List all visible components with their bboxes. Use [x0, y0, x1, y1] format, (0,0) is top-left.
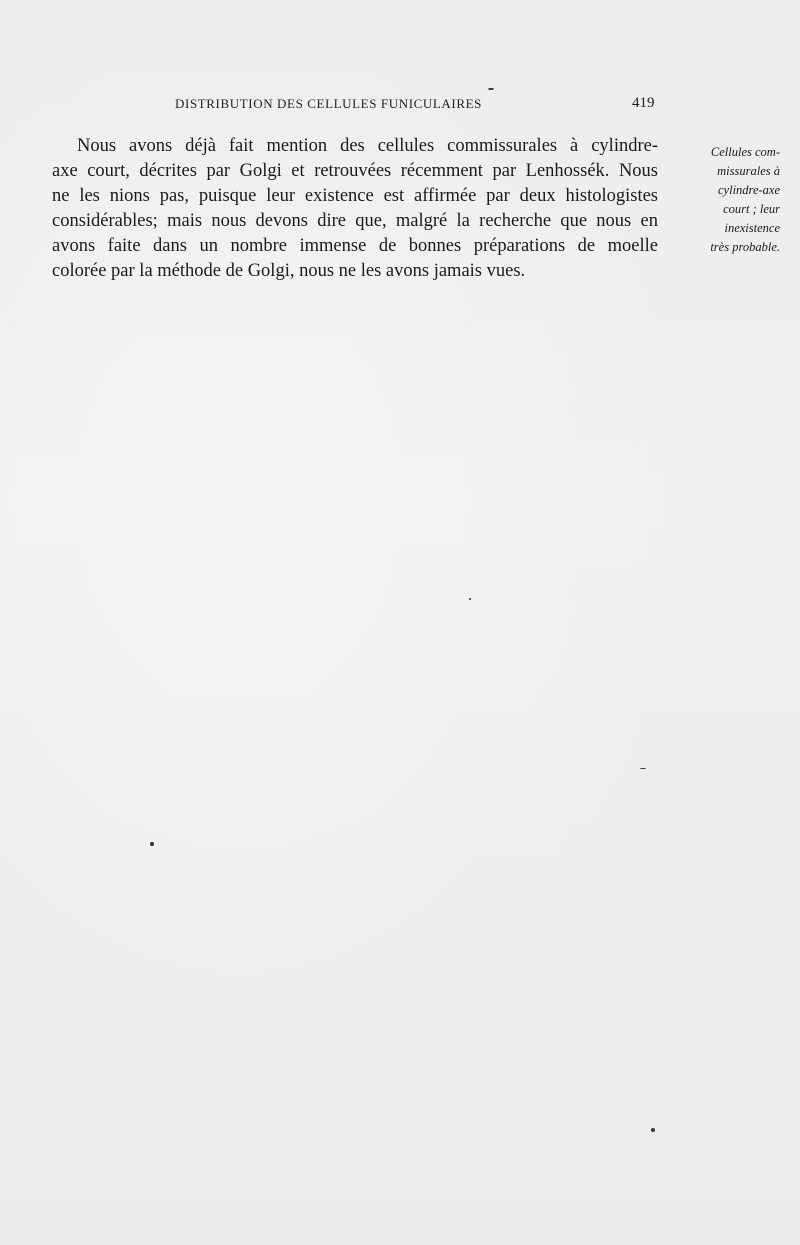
body-line: colorée par la méthode de Golgi, nous ne les avons jamais vues. — [52, 261, 526, 281]
margin-note-line: court ; leur — [723, 202, 780, 216]
body-line: avons faite dans un nombre immense de bonnes préparations de moelle — [52, 236, 658, 256]
margin-note-line: inexistence — [724, 221, 780, 235]
body-line: axe court, décrites par Golgi et retrouvées récemment par Lenhossék. Nous — [52, 161, 658, 181]
ink-speck — [469, 598, 471, 600]
ink-speck — [640, 768, 646, 769]
margin-note-line: missurales à — [717, 164, 780, 178]
body-line: considérables; mais nous devons dire que, malgré la recherche que nous en — [52, 211, 658, 231]
body-paragraph — [52, 134, 658, 284]
body-line: Nous avons déjà fait mention des cellules commissurales à cylindre- — [77, 136, 658, 156]
ink-speck — [150, 842, 154, 846]
margin-note-line: Cellules com- — [710, 145, 780, 159]
running-head: DISTRIBUTION DES CELLULES FUNICULAIRES — [175, 96, 482, 111]
margin-note — [676, 143, 780, 257]
margin-note-line: cylindre-axe — [718, 183, 780, 197]
page-number: 419 — [632, 95, 655, 111]
ink-speck — [651, 1128, 655, 1132]
body-line: ne les nions pas, puisque leur existence est affirmée par deux histologistes — [52, 186, 658, 206]
margin-note-line: très probable. — [710, 240, 780, 254]
ink-speck — [488, 88, 494, 90]
